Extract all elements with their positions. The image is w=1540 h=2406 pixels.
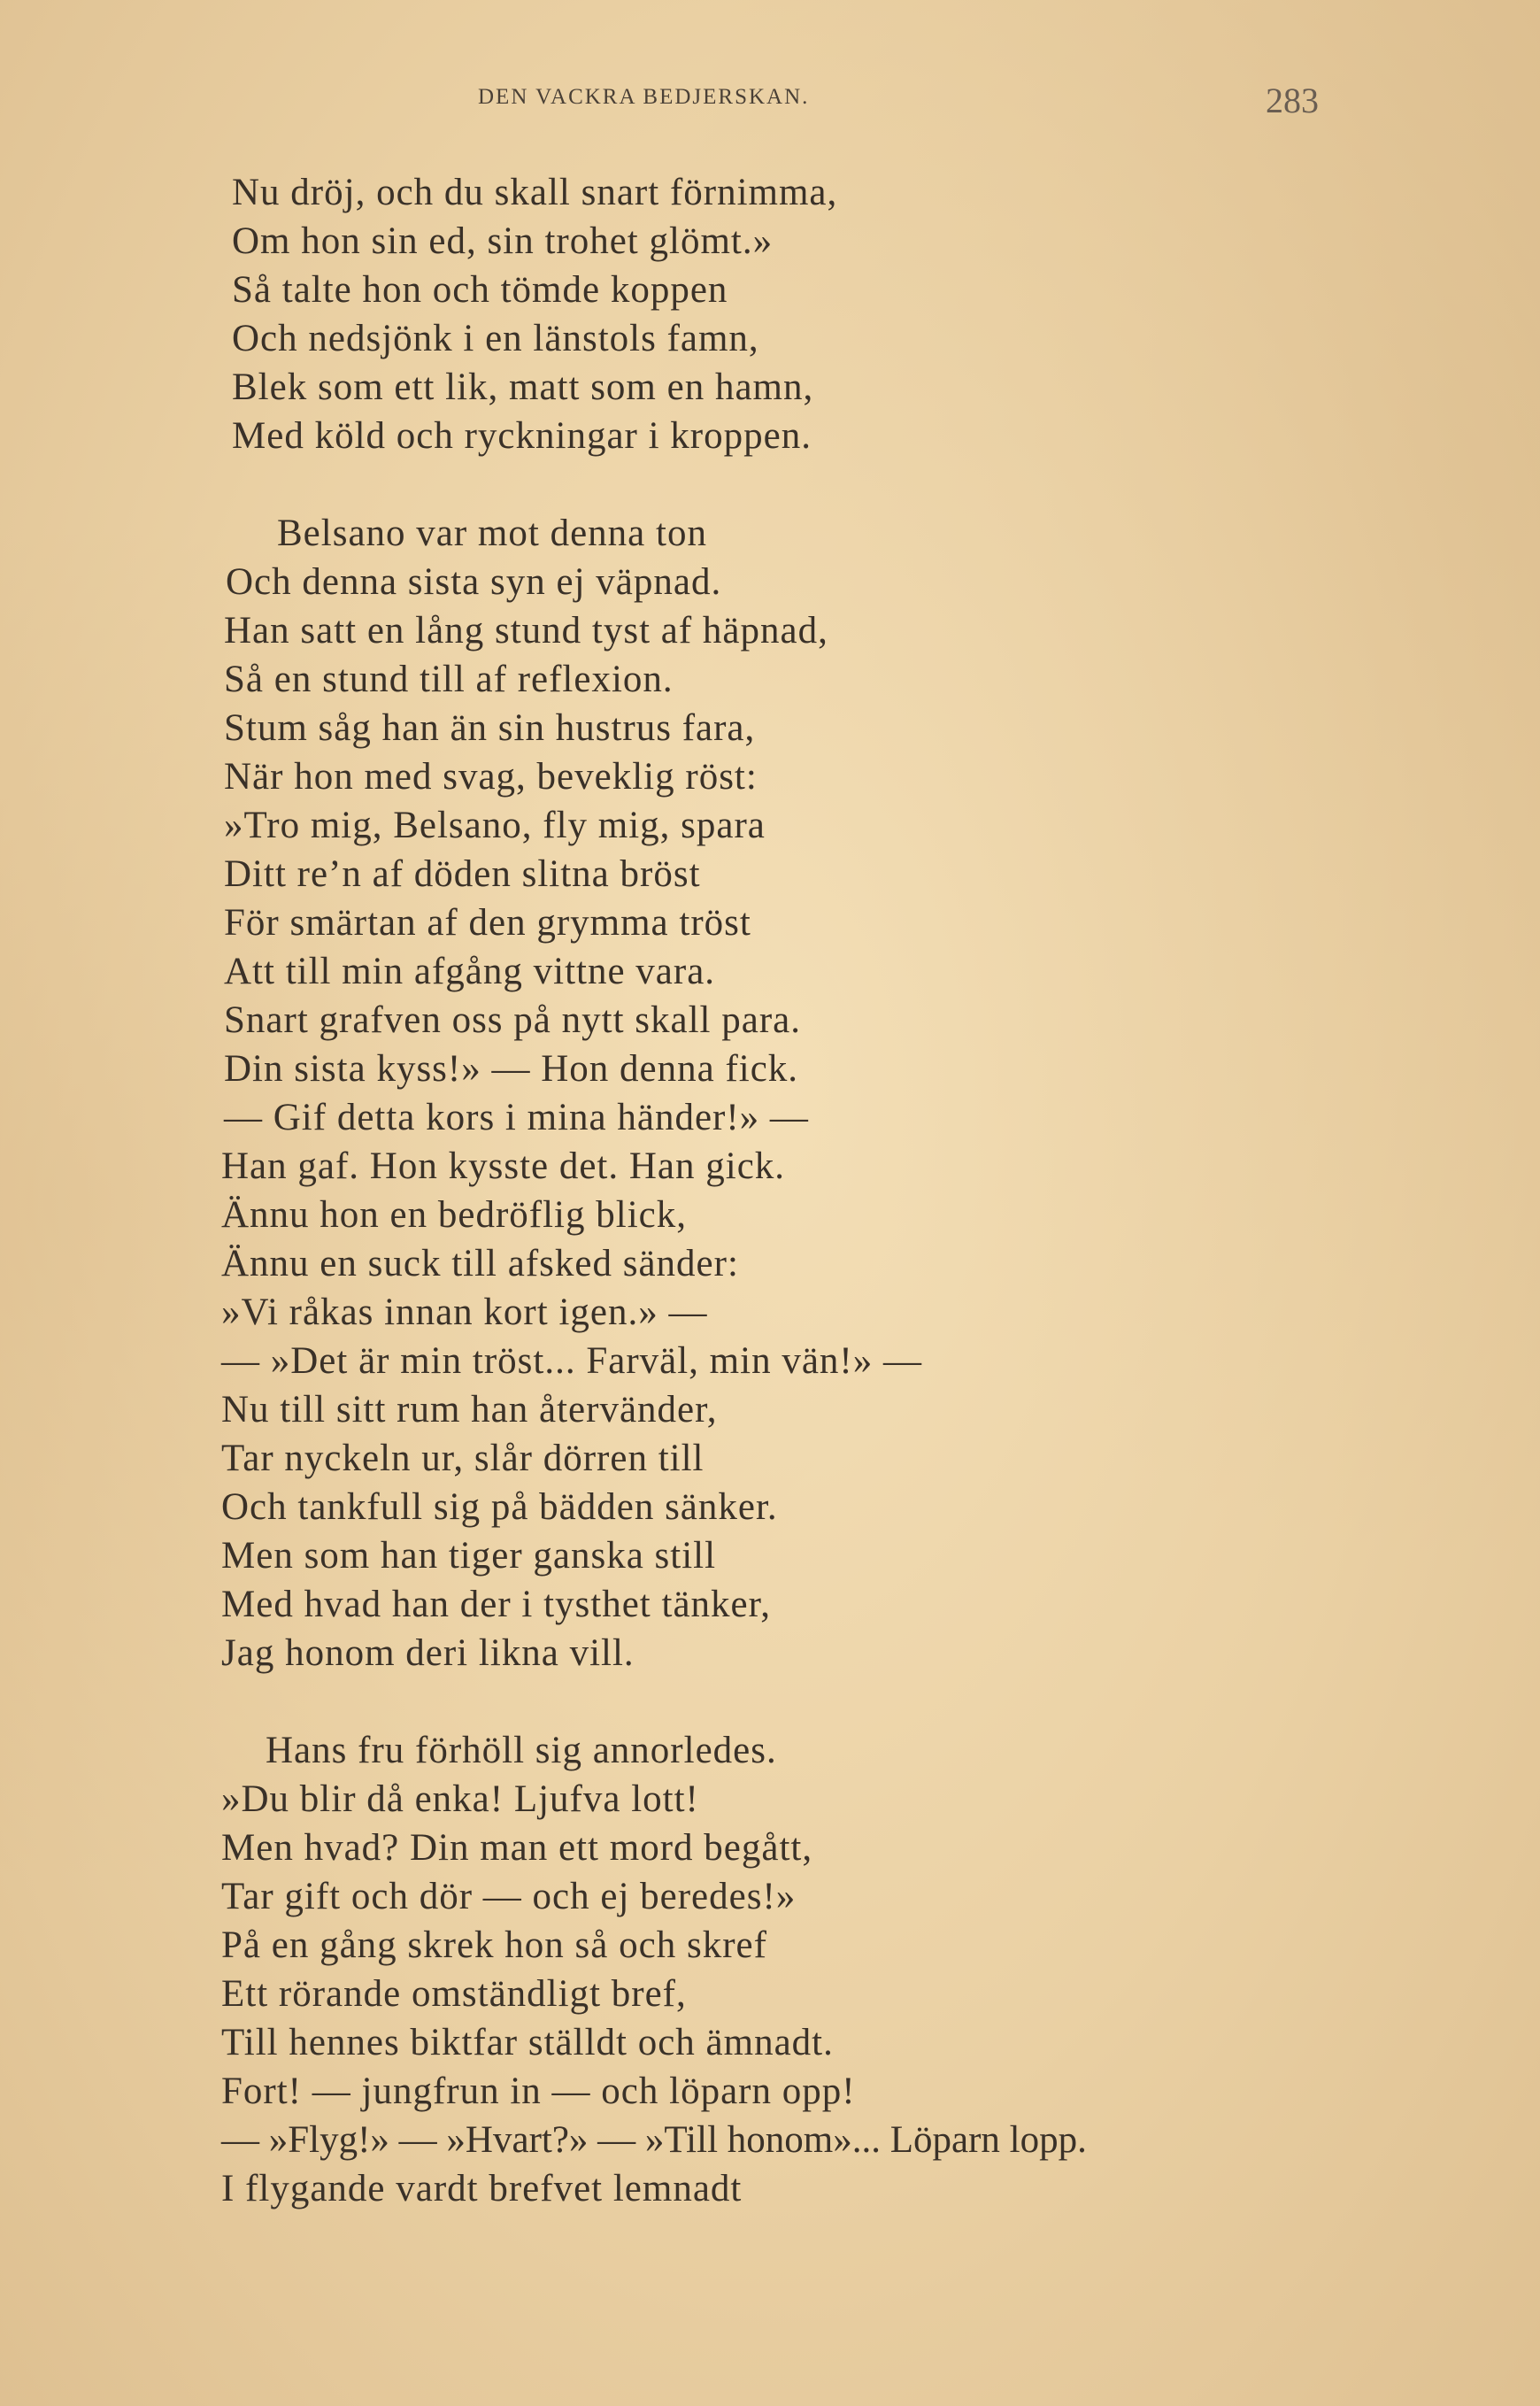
verse-line: — »Det är min tröst... Farväl, min vän!» — — [221, 1340, 922, 1382]
poem-body — [0, 168, 1540, 2213]
verse-line: Att till min afgång vittne vara. — [224, 951, 716, 992]
verse-line: Och tankfull sig på bädden sänker. — [221, 1486, 778, 1528]
verse-line: »Vi råkas innan kort igen.» — — [221, 1292, 708, 1333]
verse-line: Så en stund till af reflexion. — [224, 659, 674, 700]
verse-line: Ännu hon en bedröflig blick, — [221, 1194, 687, 1236]
page-number: 283 — [1266, 81, 1319, 120]
verse-line: Hans fru förhöll sig annorledes. — [266, 1730, 777, 1771]
verse-line: Din sista kyss!» — Hon denna fick. — [224, 1048, 799, 1090]
verse-line: »Tro mig, Belsano, fly mig, spara — [224, 805, 766, 846]
verse-line: Till hennes biktfar ställdt och ämnadt. — [221, 2022, 834, 2063]
stanza-2 — [0, 509, 1540, 1677]
verse-line: Jag honom deri likna vill. — [221, 1632, 635, 1674]
verse-line: Med köld och ryckningar i kroppen. — [232, 415, 812, 457]
verse-line: På en gång skrek hon så och skref — [221, 1924, 767, 1966]
verse-line: Men som han tiger ganska still — [221, 1535, 717, 1577]
verse-line: Nu till sitt rum han återvänder, — [221, 1389, 718, 1430]
stanza-3 — [0, 1726, 1540, 2213]
verse-line: Med hvad han der i tysthet tänker, — [221, 1584, 771, 1625]
running-title: DEN VACKRA BEDJERSKAN. — [478, 85, 810, 109]
verse-line: Ditt re’n af döden slitna bröst — [224, 853, 701, 895]
verse-line: Tar nyckeln ur, slår dörren till — [221, 1438, 705, 1479]
verse-line: Snart grafven oss på nytt skall para. — [224, 999, 801, 1041]
verse-line: Och denna sista syn ej väpnad. — [226, 561, 722, 603]
verse-line: Blek som ett lik, matt som en hamn, — [232, 366, 814, 408]
verse-line: — Gif detta kors i mina händer!» — — [224, 1097, 809, 1138]
verse-line: Belsano var mot denna ton — [277, 513, 707, 554]
stanza-gap — [0, 460, 1540, 509]
verse-line: Om hon sin ed, sin trohet glömt.» — [232, 220, 774, 262]
verse-line: För smärtan af den grymma tröst — [224, 902, 751, 944]
verse-line: Så talte hon och tömde koppen — [232, 269, 728, 311]
verse-line: I flygande vardt brefvet lemnadt — [221, 2168, 743, 2209]
stanza-gap — [0, 1677, 1540, 1726]
verse-line: När hon med svag, beveklig röst: — [224, 756, 758, 798]
verse-line: Men hvad? Din man ett mord begått, — [221, 1827, 813, 1869]
verse-line: »Du blir då enka! Ljufva lott! — [221, 1778, 699, 1820]
verse-line: — »Flyg!» — »Hvart?» — »Till honom»... Löparn lopp. — [221, 2119, 1087, 2161]
verse-line: Tar gift och dör — och ej beredes!» — [221, 1876, 797, 1917]
verse-line: Fort! — jungfrun in — och löparn opp! — [221, 2071, 856, 2112]
verse-line: Ännu en suck till afsked sänder: — [221, 1243, 739, 1284]
verse-line: Stum såg han än sin hustrus fara, — [224, 707, 756, 749]
running-header — [0, 81, 1540, 120]
verse-line: Han satt en lång stund tyst af häpnad, — [224, 610, 828, 652]
verse-line: Nu dröj, och du skall snart förnimma, — [232, 172, 838, 213]
verse-line: Han gaf. Hon kysste det. Han gick. — [221, 1145, 786, 1187]
stanza-1 — [0, 168, 1540, 460]
verse-line: Ett rörande omständligt bref, — [221, 1973, 687, 2015]
verse-line: Och nedsjönk i en länstols famn, — [232, 318, 759, 359]
